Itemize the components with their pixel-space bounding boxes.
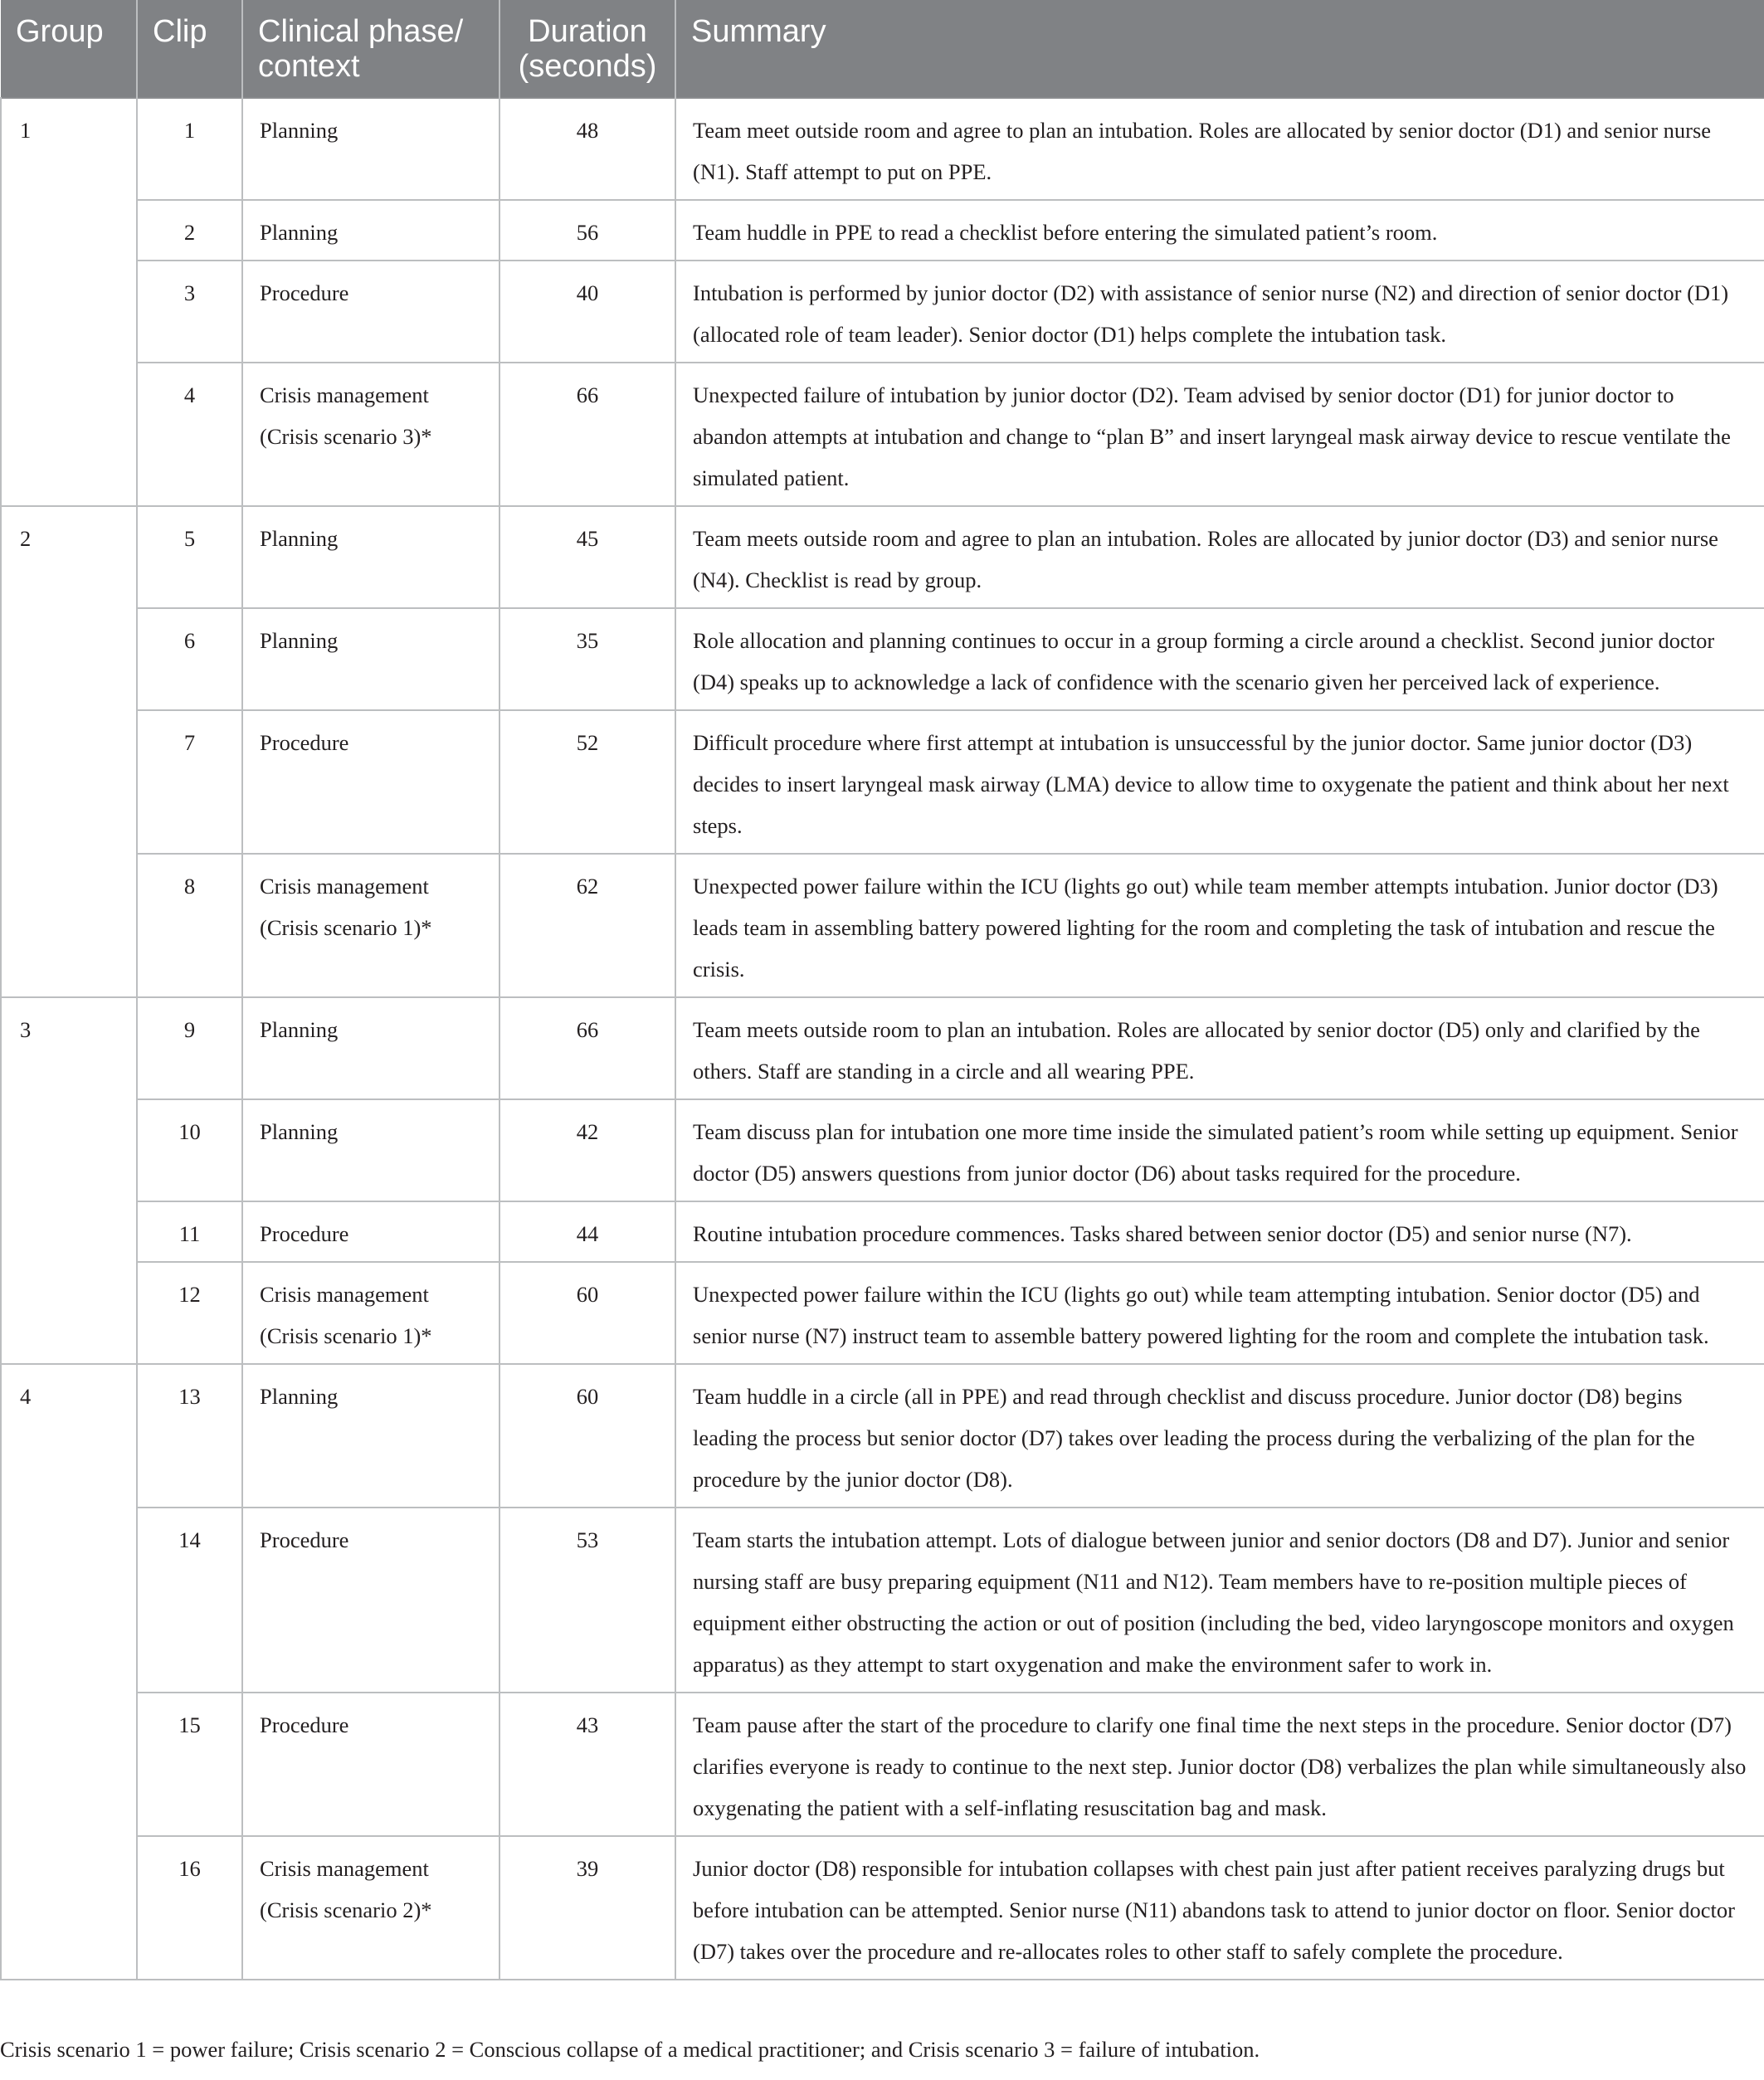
summary-cell: Junior doctor (D8) responsible for intubation collapses with chest pain just after patient receives paralyzing drugs but before intubation can be attempted. Senior nurse (N11) abandons task to attend to junior doctor on floor. Senior doctor (D7) takes over the procedure and re-allocates roles to other staff to safely complete the procedure. bbox=[675, 1836, 1764, 1980]
clip-number-cell: 12 bbox=[137, 1262, 242, 1364]
header-clinical-phase: Clinical phase/ context bbox=[242, 0, 499, 98]
clip-number-cell: 4 bbox=[137, 363, 242, 506]
clinical-phase-cell bbox=[242, 261, 499, 363]
table-row bbox=[1, 710, 1764, 854]
clinical-phase-cell bbox=[242, 997, 499, 1099]
clinical-phase-cell bbox=[242, 854, 499, 997]
table-row bbox=[1, 1508, 1764, 1693]
duration-cell: 45 bbox=[499, 506, 675, 608]
clinical-phase-label: Planning bbox=[260, 220, 339, 245]
table-row bbox=[1, 1099, 1764, 1201]
group-number-cell: 3 bbox=[1, 997, 137, 1364]
clip-number-cell: 6 bbox=[137, 608, 242, 710]
table-header-row bbox=[1, 0, 1764, 98]
summary-cell: Team huddle in a circle (all in PPE) and read through checklist and discuss procedure. Junior doctor (D8) begins leading the process but senior doctor (D7) takes over leading the process during the verbalizing of the plan for the procedure by the junior doctor (D8). bbox=[675, 1364, 1764, 1508]
clinical-phase-label: Procedure bbox=[260, 1712, 349, 1737]
group-number-cell: 1 bbox=[1, 98, 137, 506]
table-row bbox=[1, 200, 1764, 261]
clinical-phase-cell bbox=[242, 1693, 499, 1836]
clinical-phase-label: Procedure bbox=[260, 730, 349, 755]
header-clip: Clip bbox=[137, 0, 242, 98]
duration-cell: 66 bbox=[499, 363, 675, 506]
duration-cell: 39 bbox=[499, 1836, 675, 1980]
clinical-phase-label: Planning bbox=[260, 628, 339, 653]
table-footnote: Crisis scenario 1 = power failure; Crisis scenario 2 = Conscious collapse of a medical practitioner; and Crisis scenario 3 = failure of intubation. bbox=[0, 2037, 1260, 2062]
header-summary: Summary bbox=[675, 0, 1764, 98]
crisis-scenario-label: (Crisis scenario 1)* bbox=[260, 915, 432, 940]
duration-cell: 43 bbox=[499, 1693, 675, 1836]
clinical-phase-label: Procedure bbox=[260, 1221, 349, 1246]
clinical-phase-cell bbox=[242, 1836, 499, 1980]
group-number-cell: 2 bbox=[1, 506, 137, 997]
summary-cell: Team meets outside room and agree to plan an intubation. Roles are allocated by junior doctor (D3) and senior nurse (N4). Checklist is read by group. bbox=[675, 506, 1764, 608]
duration-cell: 52 bbox=[499, 710, 675, 854]
header-group: Group bbox=[1, 0, 137, 98]
table-row bbox=[1, 1693, 1764, 1836]
crisis-scenario-label: (Crisis scenario 1)* bbox=[260, 1323, 432, 1348]
summary-cell: Unexpected failure of intubation by junior doctor (D2). Team advised by senior doctor (D1) for junior doctor to abandon attempts at intubation and change to “plan B” and insert laryngeal mask airway device to rescue ventilate the simulated patient. bbox=[675, 363, 1764, 506]
clinical-phase-label: Crisis management bbox=[260, 874, 429, 899]
header-duration: Duration (seconds) bbox=[499, 0, 675, 98]
clinical-phase-cell bbox=[242, 506, 499, 608]
clip-number-cell: 11 bbox=[137, 1201, 242, 1262]
clip-number-cell: 13 bbox=[137, 1364, 242, 1508]
clip-number-cell: 9 bbox=[137, 997, 242, 1099]
clip-number-cell: 5 bbox=[137, 506, 242, 608]
crisis-scenario-label: (Crisis scenario 2)* bbox=[260, 1897, 432, 1922]
summary-cell: Unexpected power failure within the ICU (lights go out) while team member attempts intubation. Junior doctor (D3) leads team in assembling battery powered lighting for the room and completing the task of intubation and rescue the crisis. bbox=[675, 854, 1764, 997]
clip-number-cell: 1 bbox=[137, 98, 242, 200]
table-row bbox=[1, 363, 1764, 506]
clinical-phase-cell bbox=[242, 363, 499, 506]
summary-cell: Team meet outside room and agree to plan an intubation. Roles are allocated by senior doctor (D1) and senior nurse (N1). Staff attempt to put on PPE. bbox=[675, 98, 1764, 200]
summary-cell: Unexpected power failure within the ICU (lights go out) while team attempting intubation. Senior doctor (D5) and senior nurse (N7) instruct team to assemble battery powered lighting for the room and complete the intubation task. bbox=[675, 1262, 1764, 1364]
clip-number-cell: 2 bbox=[137, 200, 242, 261]
clinical-phase-label: Planning bbox=[260, 118, 339, 143]
duration-cell: 66 bbox=[499, 997, 675, 1099]
clinical-phase-cell bbox=[242, 1099, 499, 1201]
table-row bbox=[1, 1364, 1764, 1508]
summary-cell: Difficult procedure where first attempt at intubation is unsuccessful by the junior doctor. Same junior doctor (D3) decides to insert laryngeal mask airway (LMA) device to allow time to oxygenate the patient and think about her next steps. bbox=[675, 710, 1764, 854]
summary-cell: Team discuss plan for intubation one more time inside the simulated patient’s room while setting up equipment. Senior doctor (D5) answers questions from junior doctor (D6) about tasks required for the procedure. bbox=[675, 1099, 1764, 1201]
summary-cell: Team huddle in PPE to read a checklist before entering the simulated patient’s room. bbox=[675, 200, 1764, 261]
clip-number-cell: 14 bbox=[137, 1508, 242, 1693]
duration-cell: 35 bbox=[499, 608, 675, 710]
duration-cell: 42 bbox=[499, 1099, 675, 1201]
table-row bbox=[1, 608, 1764, 710]
table-row bbox=[1, 997, 1764, 1099]
table-row bbox=[1, 1262, 1764, 1364]
clip-number-cell: 7 bbox=[137, 710, 242, 854]
table-row bbox=[1, 1201, 1764, 1262]
crisis-scenario-label: (Crisis scenario 3)* bbox=[260, 424, 432, 449]
clip-number-cell: 3 bbox=[137, 261, 242, 363]
duration-cell: 40 bbox=[499, 261, 675, 363]
duration-cell: 44 bbox=[499, 1201, 675, 1262]
summary-cell: Team pause after the start of the procedure to clarify one final time the next steps in the procedure. Senior doctor (D7) clarifies everyone is ready to continue to the next step. Junior doctor (D8) verbalizes the plan while simultaneously also oxygenating the patient with a self-inflating resuscitation bag and mask. bbox=[675, 1693, 1764, 1836]
duration-cell: 48 bbox=[499, 98, 675, 200]
clinical-phase-cell bbox=[242, 98, 499, 200]
table-row bbox=[1, 98, 1764, 200]
clinical-phase-label: Planning bbox=[260, 1017, 339, 1042]
group-number-cell: 4 bbox=[1, 1364, 137, 1980]
clinical-phase-label: Procedure bbox=[260, 1527, 349, 1552]
table-row bbox=[1, 854, 1764, 997]
summary-cell: Routine intubation procedure commences. Tasks shared between senior doctor (D5) and senior nurse (N7). bbox=[675, 1201, 1764, 1262]
table-row bbox=[1, 1836, 1764, 1980]
duration-cell: 62 bbox=[499, 854, 675, 997]
summary-cell: Role allocation and planning continues to occur in a group forming a circle around a checklist. Second junior doctor (D4) speaks up to acknowledge a lack of confidence with the scenario given her perceived lack of experience. bbox=[675, 608, 1764, 710]
clip-number-cell: 16 bbox=[137, 1836, 242, 1980]
duration-cell: 60 bbox=[499, 1364, 675, 1508]
duration-cell: 53 bbox=[499, 1508, 675, 1693]
clinical-phase-label: Crisis management bbox=[260, 1282, 429, 1307]
table-row bbox=[1, 261, 1764, 363]
clinical-phase-cell bbox=[242, 608, 499, 710]
clinical-phase-label: Procedure bbox=[260, 280, 349, 305]
duration-cell: 60 bbox=[499, 1262, 675, 1364]
clinical-phase-label: Planning bbox=[260, 1384, 339, 1409]
clip-number-cell: 8 bbox=[137, 854, 242, 997]
duration-cell: 56 bbox=[499, 200, 675, 261]
clinical-phase-cell bbox=[242, 1262, 499, 1364]
clinical-phase-label: Planning bbox=[260, 1119, 339, 1144]
clip-number-cell: 15 bbox=[137, 1693, 242, 1836]
summary-cell: Team meets outside room to plan an intubation. Roles are allocated by senior doctor (D5) only and clarified by the others. Staff are standing in a circle and all wearing PPE. bbox=[675, 997, 1764, 1099]
clinical-phase-cell bbox=[242, 1201, 499, 1262]
clinical-phase-label: Crisis management bbox=[260, 1856, 429, 1881]
clinical-phase-label: Planning bbox=[260, 526, 339, 551]
summary-cell: Intubation is performed by junior doctor (D2) with assistance of senior nurse (N2) and direction of senior doctor (D1) (allocated role of team leader). Senior doctor (D1) helps complete the intubation task. bbox=[675, 261, 1764, 363]
clinical-phase-cell bbox=[242, 1364, 499, 1508]
table-row bbox=[1, 506, 1764, 608]
table-body bbox=[1, 98, 1764, 1980]
clip-number-cell: 10 bbox=[137, 1099, 242, 1201]
clinical-phase-label: Crisis management bbox=[260, 382, 429, 407]
clinical-phase-cell bbox=[242, 1508, 499, 1693]
summary-cell: Team starts the intubation attempt. Lots of dialogue between junior and senior doctors (D8 and D7). Junior and senior nursing staff are busy preparing equipment (N11 and N12). Team members have to re-position multiple pieces of equipment either obstructing the action or out of position (including the bed, video laryngoscope monitors and oxygen apparatus) as they attempt to start oxygenation and make the environment safer to work in. bbox=[675, 1508, 1764, 1693]
clinical-phase-cell bbox=[242, 200, 499, 261]
clinical-phase-cell bbox=[242, 710, 499, 854]
